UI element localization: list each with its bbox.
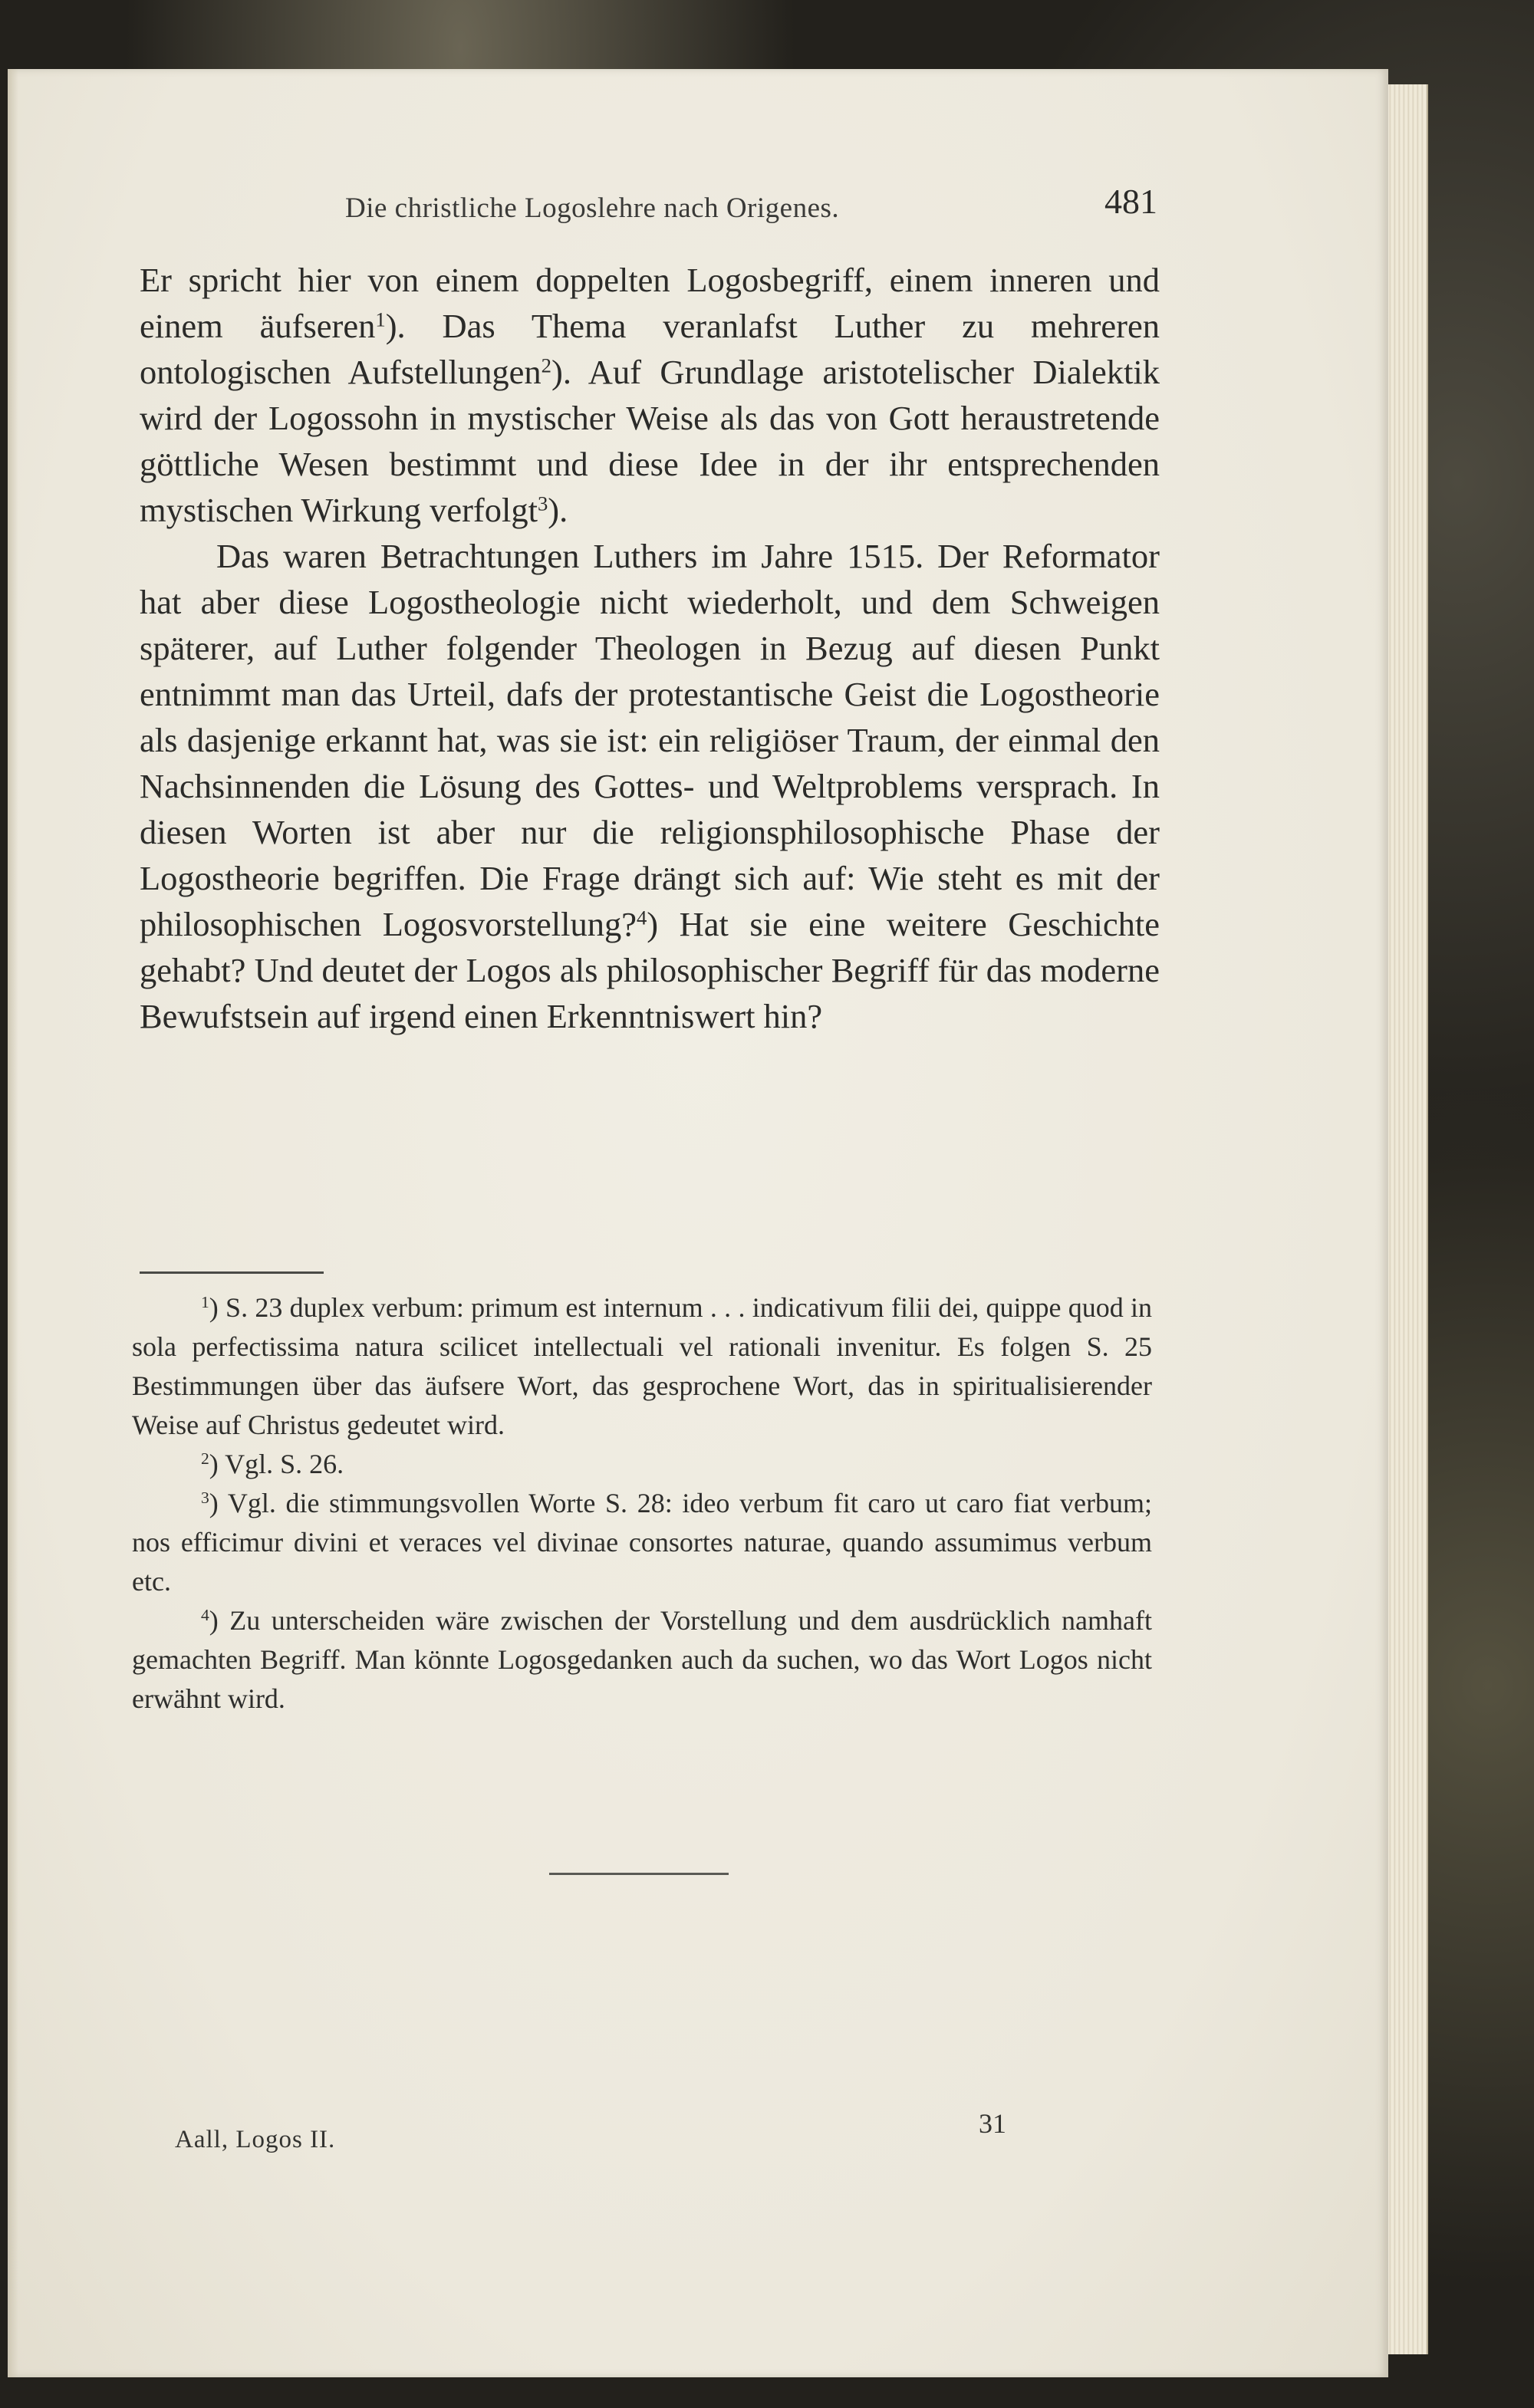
footnote-4 [132, 1601, 1152, 1719]
paragraph-1 [140, 257, 1160, 533]
footnote-ref-3: 3 [537, 492, 548, 515]
paragraph-1-text-b: ). Das Thema veranlafst Luther zu mehreren ontologischen Aufstellungen [140, 307, 1160, 391]
footnote-text: ) Vgl. die stimmungsvollen Worte S. 28: ideo verbum fit caro ut caro fiat verbum; nos efficimur divini et veraces vel divinae consortes naturae, quando assumimus verbum etc. [132, 1488, 1152, 1597]
paragraph-1-text-c: ). Auf Grundlage aristotelischer Dialektik wird der Logossohn in mystischer Weise als das von Gott heraustretende göttliche Wesen bestimmt und diese Idee in der ihr entsprechenden mystischen Wirkung verfolgt [140, 353, 1160, 529]
paragraph-1-text-d: ). [548, 491, 568, 529]
footnote-marker: 3 [201, 1489, 209, 1508]
paragraph-2-text-b: ) Hat sie eine weitere Geschichte gehabt? Und deutet der Logos als philosophischer Begriff für das moderne Bewufstsein auf irgend einen Erkenntniswert hin? [140, 905, 1160, 1035]
page-gutter-shadow [8, 69, 18, 2377]
footnote-marker: 2 [201, 1449, 209, 1469]
main-text [140, 257, 1160, 1039]
footnote-text: ) Vgl. S. 26. [209, 1449, 344, 1479]
footnote-1 [132, 1288, 1152, 1445]
footnote-marker: 4 [201, 1606, 209, 1625]
paragraph-2 [140, 533, 1160, 1039]
footnote-text: ) Zu unterscheiden wäre zwischen der Vorstellung und dem ausdrücklich namhaft gemachten Begriff. Man könnte Logosgedanken auch da suchen, wo das Wort Logos nicht erwähnt wird. [132, 1605, 1152, 1714]
footnotes [132, 1288, 1152, 1719]
footnote-ref-4: 4 [636, 906, 647, 929]
imprint: Aall, Logos II. [175, 2126, 336, 2153]
signature-number: 31 [979, 2108, 1006, 2139]
footnote-ref-2: 2 [541, 354, 551, 377]
paragraph-1-text-a: Er spricht hier von einem doppelten Logosbegriff, einem inneren und einem äufseren [140, 261, 1160, 345]
end-rule [549, 1873, 729, 1875]
page-number: 481 [1104, 182, 1157, 221]
running-head: Die christliche Logoslehre nach Origenes. [345, 192, 840, 224]
paragraph-2-text-a: Das waren Betrachtungen Luthers im Jahre 1515. Der Reformator hat aber diese Logostheologie nicht wiederholt, und dem Schweigen späterer, auf Luther folgender Theologen in Bezug auf diesen Punkt entnimmt man das Urteil, dafs der protestantische Geist die Logostheorie als dasjenige erkannt hat, was sie ist: ein religiöser Traum, der einmal den Nachsinnenden die Lösung des Gottes- und Weltproblems versprach. In diesen Worten ist aber nur die religionsphilosophische Phase der Logostheorie begriffen. Die Frage drängt sich auf: Wie steht es mit der philosophischen Logosvorstellung? [140, 537, 1160, 943]
footnote-ref-1: 1 [375, 308, 386, 331]
footnote-text: ) S. 23 duplex verbum: primum est internum . . . indicativum filii dei, quippe quod in sola perfectissima natura scilicet intellectuali vel rationali invenitur. Es folgen S. 25 Bestimmungen über das äufsere Wort, das gesprochene Wort, das in spiritualisierender Weise auf Christus gedeutet wird. [132, 1292, 1152, 1440]
footnote-separator [140, 1271, 324, 1274]
footnote-3 [132, 1484, 1152, 1601]
footnote-marker: 1 [201, 1293, 209, 1312]
footnote-2 [132, 1445, 1152, 1484]
